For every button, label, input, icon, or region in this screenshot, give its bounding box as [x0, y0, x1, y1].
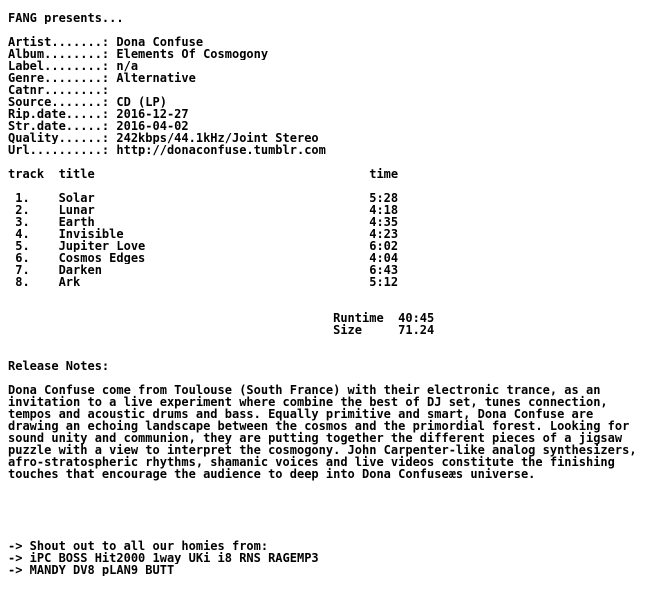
track-row: 2. Lunar 4:18 — [8, 204, 399, 216]
blank-line — [8, 492, 642, 504]
tracklist-header: track title time — [8, 168, 399, 180]
size-line: Size 71.24 — [8, 324, 435, 336]
shoutout-line: -> iPC BOSS Hit2000 1way UKi i8 RNS RAGEMP3 — [8, 552, 319, 564]
blank-line — [8, 504, 642, 516]
shoutout-line: -> Shout out to all our homies from: — [8, 540, 269, 552]
blank-line — [8, 480, 642, 492]
info-artist: Artist.......: Dona Confuse — [8, 36, 204, 48]
track-row: 7. Darken 6:43 — [8, 264, 399, 276]
release-notes-body: Dona Confuse come from Toulouse (South France) with their electronic trance, as an invitation to a live experiment where combine the best of DJ set, tunes connection, tempos and acoustic drums and bass. Equally primitive and smart, Dona Confuse are drawing an echoing landscape between the cosmos and the primordial forest. Looking for sound unity and communion, they are putting together the different pieces of a jigsaw puzzle with a view to interpret the cosmogony. John Carpenter-like analog synthesizers, afro-stratospheric rhythms, shamanic voices and live videos constitute the finishing touches that encourage the audience to deep into Dona Confuseæs universe. — [8, 383, 637, 481]
release-notes — [8, 360, 642, 480]
info-album: Album........: Elements Of Cosmogony — [8, 48, 269, 60]
track-row: 4. Invisible 4:23 — [8, 228, 399, 240]
blank-line — [8, 288, 642, 300]
blank-line — [8, 348, 642, 360]
track-row: 6. Cosmos Edges 4:04 — [8, 252, 399, 264]
blank-line — [8, 156, 642, 168]
shoutout-line: -> MANDY DV8 pLAN9 BUTT — [8, 564, 175, 576]
presents-line: FANG presents... — [8, 12, 124, 24]
nfo-document — [8, 12, 642, 576]
blank-line — [8, 528, 642, 540]
info-rip-date: Rip.date.....: 2016-12-27 — [8, 108, 189, 120]
blank-line — [8, 24, 642, 36]
blank-line — [8, 180, 642, 192]
info-catnr: Catnr........: — [8, 84, 110, 96]
info-url: Url..........: http://donaconfuse.tumblr.com — [8, 144, 326, 156]
blank-line — [8, 336, 642, 348]
track-row: 5. Jupiter Love 6:02 — [8, 240, 399, 252]
info-quality: Quality......: 242kbps/44.1kHz/Joint Stereo — [8, 132, 319, 144]
info-label: Label........: n/a — [8, 60, 139, 72]
track-row: 1. Solar 5:28 — [8, 192, 399, 204]
blank-line — [8, 516, 642, 528]
info-source: Source.......: CD (LP) — [8, 96, 167, 108]
info-genre: Genre........: Alternative — [8, 72, 196, 84]
runtime-line: Runtime 40:45 — [8, 312, 435, 324]
track-row: 3. Earth 4:35 — [8, 216, 399, 228]
info-str-date: Str.date.....: 2016-04-02 — [8, 120, 189, 132]
shoutouts — [8, 540, 642, 576]
tracklist — [8, 168, 642, 336]
track-row: 8. Ark 5:12 — [8, 276, 399, 288]
release-notes-heading: Release Notes: — [8, 360, 110, 372]
blank-line — [8, 300, 642, 312]
release-info — [8, 36, 642, 156]
